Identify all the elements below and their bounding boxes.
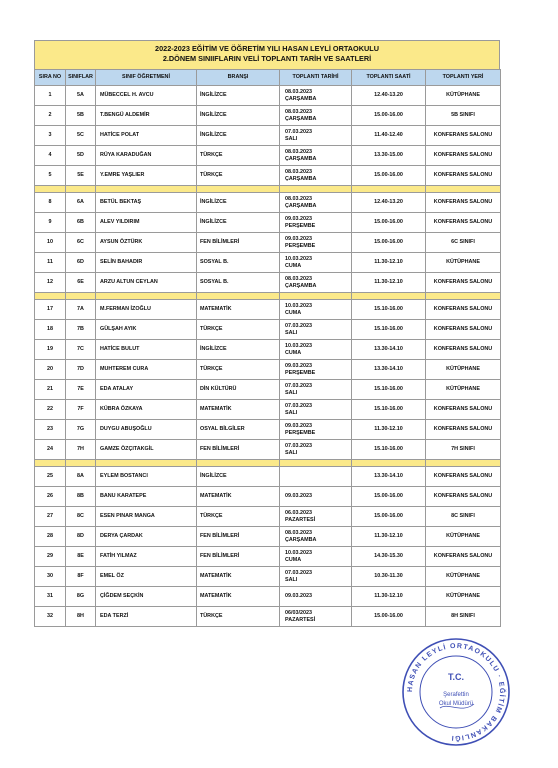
- cell-date: [280, 547, 352, 567]
- group-separator: [35, 186, 501, 193]
- date-value: 07.03.2023: [285, 443, 312, 450]
- day-value: PERŞEMBE: [285, 242, 316, 249]
- table-row: [35, 400, 501, 420]
- table-row: [35, 126, 501, 146]
- cell-branch: FEN BİLİMLERİ: [197, 233, 280, 253]
- day-value: CUMA: [285, 349, 302, 356]
- cell-class: 8A: [66, 467, 96, 487]
- cell-time: 15.00-16.00: [352, 213, 426, 233]
- date-value: 09.03.2023: [285, 363, 312, 370]
- table-row: [35, 253, 501, 273]
- cell-time: 12.40-13.20: [352, 86, 426, 106]
- date-value: 09.03.2023: [285, 423, 312, 430]
- cell-teacher: GAMZE ÖZÇITAKGİL: [96, 440, 197, 460]
- cell-time: 15.10-16.00: [352, 400, 426, 420]
- date-value: 09.03.2023: [285, 493, 312, 500]
- table-row: [35, 86, 501, 106]
- table-row: [35, 420, 501, 440]
- cell-class: 7D: [66, 360, 96, 380]
- cell-branch: İNGİLİZCE: [197, 467, 280, 487]
- cell-class: 6C: [66, 233, 96, 253]
- cell-class: 7A: [66, 300, 96, 320]
- cell-place: KÜTÜPHANE: [426, 86, 501, 106]
- table-row: [35, 273, 501, 293]
- cell-class: 7E: [66, 380, 96, 400]
- cell-branch: FEN BİLİMLERİ: [197, 547, 280, 567]
- cell-date: [280, 126, 352, 146]
- cell-place: 5B SINIFI: [426, 106, 501, 126]
- cell-date: [280, 360, 352, 380]
- cell-class: 8F: [66, 567, 96, 587]
- table-row: [35, 507, 501, 527]
- cell-no: 30: [35, 567, 66, 587]
- cell-no: 4: [35, 146, 66, 166]
- cell-class: 8G: [66, 587, 96, 607]
- date-value: 07.03.2023: [285, 403, 312, 410]
- day-value: ÇARŞAMBA: [285, 95, 317, 102]
- cell-time: 12.40-13.20: [352, 193, 426, 213]
- cell-no: 8: [35, 193, 66, 213]
- header-time: TOPLANTI SAATİ: [352, 70, 426, 86]
- cell-place: KÜTÜPHANE: [426, 527, 501, 547]
- cell-no: 24: [35, 440, 66, 460]
- cell-no: 19: [35, 340, 66, 360]
- cell-no: 32: [35, 607, 66, 627]
- cell-teacher: MUHTEREM CURA: [96, 360, 197, 380]
- school-stamp: [400, 636, 512, 748]
- cell-date: [280, 567, 352, 587]
- cell-time: 15.10-16.00: [352, 380, 426, 400]
- cell-class: 8C: [66, 507, 96, 527]
- cell-date: [280, 146, 352, 166]
- cell-date: [280, 527, 352, 547]
- table-row: [35, 547, 501, 567]
- cell-teacher: MÜBECCEL H. AVCU: [96, 86, 197, 106]
- cell-date: [280, 587, 352, 607]
- cell-place: KÜTÜPHANE: [426, 253, 501, 273]
- group-separator: [35, 293, 501, 300]
- date-value: 09.03.2023: [285, 216, 312, 223]
- cell-date: [280, 233, 352, 253]
- group-separator: [35, 460, 501, 467]
- cell-no: 18: [35, 320, 66, 340]
- cell-no: 22: [35, 400, 66, 420]
- date-value: 07.03.2023: [285, 570, 312, 577]
- cell-class: 7G: [66, 420, 96, 440]
- table-row: [35, 380, 501, 400]
- cell-no: 26: [35, 487, 66, 507]
- cell-branch: DİN KÜLTÜRÜ: [197, 380, 280, 400]
- cell-no: 29: [35, 547, 66, 567]
- cell-branch: MATEMATİK: [197, 487, 280, 507]
- table-row: [35, 146, 501, 166]
- day-value: PAZARTESİ: [285, 616, 316, 623]
- day-value: ÇARŞAMBA: [285, 155, 317, 162]
- cell-place: KONFERANS SALONU: [426, 420, 501, 440]
- cell-date: [280, 86, 352, 106]
- day-value: SALI: [285, 135, 298, 142]
- date-value: 10.03.2023: [285, 303, 312, 310]
- day-value: SALI: [285, 409, 298, 416]
- day-value: SALI: [285, 329, 298, 336]
- cell-place: KONFERANS SALONU: [426, 467, 501, 487]
- header-place: TOPLANTI YERİ: [426, 70, 501, 86]
- day-value: SALI: [285, 449, 298, 456]
- header-teacher: SINIF ÖĞRETMENİ: [96, 70, 197, 86]
- table-row: [35, 106, 501, 126]
- cell-place: KONFERANS SALONU: [426, 547, 501, 567]
- cell-place: KONFERANS SALONU: [426, 400, 501, 420]
- date-value: 08.03.2023: [285, 109, 312, 116]
- cell-place: 8H SINIFI: [426, 607, 501, 627]
- table-row: [35, 527, 501, 547]
- cell-class: 5C: [66, 126, 96, 146]
- day-value: SALI: [285, 576, 298, 583]
- day-value: CUMA: [285, 556, 302, 563]
- table-row: [35, 587, 501, 607]
- date-value: 10.03.2023: [285, 550, 312, 557]
- meeting-table: [34, 69, 501, 627]
- table-row: [35, 166, 501, 186]
- cell-branch: FEN BİLİMLERİ: [197, 527, 280, 547]
- cell-no: 3: [35, 126, 66, 146]
- cell-place: KÜTÜPHANE: [426, 360, 501, 380]
- cell-class: 5E: [66, 166, 96, 186]
- cell-no: 27: [35, 507, 66, 527]
- cell-teacher: KÜBRA ÖZKAYA: [96, 400, 197, 420]
- cell-date: [280, 320, 352, 340]
- cell-class: 7F: [66, 400, 96, 420]
- cell-class: 8D: [66, 527, 96, 547]
- table-row: [35, 487, 501, 507]
- cell-no: 1: [35, 86, 66, 106]
- date-value: 08.03.2023: [285, 196, 312, 203]
- cell-branch: SOSYAL B.: [197, 273, 280, 293]
- cell-place: KONFERANS SALONU: [426, 146, 501, 166]
- date-value: 06.03.2023: [285, 510, 312, 517]
- cell-class: 6A: [66, 193, 96, 213]
- day-value: ÇARŞAMBA: [285, 536, 317, 543]
- day-value: ÇARŞAMBA: [285, 202, 317, 209]
- table-row: [35, 360, 501, 380]
- date-value: 07.03.2023: [285, 323, 312, 330]
- cell-no: 28: [35, 527, 66, 547]
- cell-time: 15.10-16.00: [352, 440, 426, 460]
- cell-place: KONFERANS SALONU: [426, 487, 501, 507]
- cell-no: 31: [35, 587, 66, 607]
- cell-no: 11: [35, 253, 66, 273]
- cell-branch: TÜRKÇE: [197, 360, 280, 380]
- cell-date: [280, 273, 352, 293]
- cell-class: 7H: [66, 440, 96, 460]
- cell-place: KONFERANS SALONU: [426, 126, 501, 146]
- cell-class: 8B: [66, 487, 96, 507]
- cell-teacher: ESEN PINAR MANGA: [96, 507, 197, 527]
- date-value: 09.03.2023: [285, 593, 312, 600]
- cell-date: [280, 607, 352, 627]
- cell-teacher: ÇİĞDEM SEÇKİN: [96, 587, 197, 607]
- cell-time: 15.00-16.00: [352, 607, 426, 627]
- cell-teacher: BANU KARATEPE: [96, 487, 197, 507]
- cell-teacher: HATİCE POLAT: [96, 126, 197, 146]
- cell-branch: İNGİLİZCE: [197, 86, 280, 106]
- cell-date: [280, 166, 352, 186]
- cell-teacher: RÜYA KARADUĞAN: [96, 146, 197, 166]
- cell-time: 11.30-12.10: [352, 527, 426, 547]
- cell-class: 6E: [66, 273, 96, 293]
- cell-place: KÜTÜPHANE: [426, 587, 501, 607]
- cell-branch: SOSYAL B.: [197, 253, 280, 273]
- table-row: [35, 467, 501, 487]
- cell-no: 9: [35, 213, 66, 233]
- cell-date: [280, 340, 352, 360]
- cell-no: 17: [35, 300, 66, 320]
- stamp-center-text: T.C.: [447, 672, 465, 682]
- cell-class: 6D: [66, 253, 96, 273]
- cell-teacher: ARZU ALTUN CEYLAN: [96, 273, 197, 293]
- cell-date: [280, 487, 352, 507]
- cell-branch: TÜRKÇE: [197, 166, 280, 186]
- date-value: 10.03.2023: [285, 256, 312, 263]
- cell-class: 5B: [66, 106, 96, 126]
- header-date: TOPLANTI TARİHİ: [280, 70, 352, 86]
- document-title: [34, 40, 500, 69]
- cell-teacher: DERYA ÇARDAK: [96, 527, 197, 547]
- header-no: SIRA NO: [35, 70, 66, 86]
- table-header-row: [35, 70, 501, 86]
- cell-teacher: ALEV YILDIRIM: [96, 213, 197, 233]
- day-value: PERŞEMBE: [285, 429, 316, 436]
- cell-teacher: Y.EMRE YAŞLIER: [96, 166, 197, 186]
- cell-teacher: FATİH YILMAZ: [96, 547, 197, 567]
- date-value: 07.03.2023: [285, 383, 312, 390]
- cell-time: 10.30-11.30: [352, 567, 426, 587]
- day-value: ÇARŞAMBA: [285, 175, 317, 182]
- date-value: 10.03.2023: [285, 343, 312, 350]
- date-value: 08.03.2023: [285, 89, 312, 96]
- day-value: PERŞEMBE: [285, 369, 316, 376]
- day-value: CUMA: [285, 262, 302, 269]
- table-row: [35, 607, 501, 627]
- cell-place: 7H SINIFI: [426, 440, 501, 460]
- cell-date: [280, 253, 352, 273]
- cell-place: 6C SINIFI: [426, 233, 501, 253]
- cell-time: 13.30-14.10: [352, 340, 426, 360]
- cell-teacher: AYSUN ÖZTÜRK: [96, 233, 197, 253]
- date-value: 08.03.2023: [285, 276, 312, 283]
- date-value: 07.03.2023: [285, 129, 312, 136]
- cell-date: [280, 507, 352, 527]
- cell-branch: OSYAL BİLGİLER: [197, 420, 280, 440]
- cell-class: 5D: [66, 146, 96, 166]
- day-value: PERŞEMBE: [285, 222, 316, 229]
- date-value: 09.03.2023: [285, 236, 312, 243]
- cell-place: KONFERANS SALONU: [426, 320, 501, 340]
- title-line-1: 2022-2023 EĞİTİM VE ÖĞRETİM YILI HASAN LEYLİ ORTAOKULU: [155, 44, 379, 53]
- cell-branch: TÜRKÇE: [197, 507, 280, 527]
- table-row: [35, 300, 501, 320]
- table-row: [35, 320, 501, 340]
- cell-branch: İNGİLİZCE: [197, 126, 280, 146]
- cell-teacher: DUYGU ABUŞOĞLU: [96, 420, 197, 440]
- stamp-role: Okul Müdürü: [438, 701, 474, 707]
- cell-teacher: SELİN BAHADIR: [96, 253, 197, 273]
- date-value: 08.03.2023: [285, 530, 312, 537]
- cell-branch: İNGİLİZCE: [197, 106, 280, 126]
- cell-time: 11.40-12.40: [352, 126, 426, 146]
- cell-branch: İNGİLİZCE: [197, 193, 280, 213]
- date-value: 06/03/2023: [285, 610, 312, 617]
- cell-no: 21: [35, 380, 66, 400]
- cell-class: 7B: [66, 320, 96, 340]
- date-value: 08.03.2023: [285, 149, 312, 156]
- cell-place: KONFERANS SALONU: [426, 273, 501, 293]
- cell-date: [280, 193, 352, 213]
- cell-time: 14.30-15.30: [352, 547, 426, 567]
- table-row: [35, 567, 501, 587]
- cell-no: 5: [35, 166, 66, 186]
- cell-time: 13.30-14.10: [352, 467, 426, 487]
- header-branch: BRANŞI: [197, 70, 280, 86]
- schedule-sheet: [34, 40, 500, 627]
- cell-branch: TÜRKÇE: [197, 320, 280, 340]
- cell-no: 2: [35, 106, 66, 126]
- cell-time: 15.00-16.00: [352, 487, 426, 507]
- cell-branch: MATEMATİK: [197, 567, 280, 587]
- cell-no: 25: [35, 467, 66, 487]
- cell-class: 8H: [66, 607, 96, 627]
- cell-class: 6B: [66, 213, 96, 233]
- table-row: [35, 440, 501, 460]
- day-value: ÇARŞAMBA: [285, 115, 317, 122]
- cell-place: KONFERANS SALONU: [426, 193, 501, 213]
- cell-time: 11.30-12.10: [352, 273, 426, 293]
- table-row: [35, 193, 501, 213]
- stamp-ring-text: HASAN LEYLİ ORTAOKULU · EĞİTİM BAKANLIĞI: [406, 642, 506, 742]
- cell-time: 15.00-16.00: [352, 233, 426, 253]
- cell-date: [280, 380, 352, 400]
- cell-branch: İNGİLİZCE: [197, 213, 280, 233]
- cell-branch: MATEMATİK: [197, 300, 280, 320]
- cell-class: 8E: [66, 547, 96, 567]
- cell-no: 20: [35, 360, 66, 380]
- cell-time: 15.10-16.00: [352, 300, 426, 320]
- cell-branch: MATEMATİK: [197, 400, 280, 420]
- cell-date: [280, 440, 352, 460]
- cell-place: KÜTÜPHANE: [426, 380, 501, 400]
- table-row: [35, 233, 501, 253]
- cell-teacher: EYLEM BOSTANCI: [96, 467, 197, 487]
- cell-time: 15.00-16.00: [352, 106, 426, 126]
- cell-teacher: T.BENGÜ ALDEMİR: [96, 106, 197, 126]
- header-class: SINIFLAR: [66, 70, 96, 86]
- cell-teacher: M.FERMAN İZOĞLU: [96, 300, 197, 320]
- cell-time: 11.30-12.10: [352, 253, 426, 273]
- cell-no: 12: [35, 273, 66, 293]
- cell-date: [280, 213, 352, 233]
- cell-teacher: GÜLŞAH AYIK: [96, 320, 197, 340]
- cell-no: 10: [35, 233, 66, 253]
- cell-date: [280, 106, 352, 126]
- cell-time: 13.30-15.00: [352, 146, 426, 166]
- title-line-2: 2.DÖNEM SINIIFLARIN VELİ TOPLANTI TARİH VE SAATLERİ: [162, 54, 372, 63]
- cell-branch: TÜRKÇE: [197, 146, 280, 166]
- day-value: ÇARŞAMBA: [285, 282, 317, 289]
- cell-place: KONFERANS SALONU: [426, 300, 501, 320]
- cell-teacher: EDA ATALAY: [96, 380, 197, 400]
- day-value: CUMA: [285, 309, 302, 316]
- cell-teacher: EMEL ÖZ: [96, 567, 197, 587]
- stamp-name: Şerafettin: [443, 692, 469, 698]
- cell-teacher: BETÜL BEKTAŞ: [96, 193, 197, 213]
- cell-class: 5A: [66, 86, 96, 106]
- date-value: 08.03.2023: [285, 169, 312, 176]
- cell-branch: FEN BİLİMLERİ: [197, 440, 280, 460]
- cell-date: [280, 400, 352, 420]
- cell-time: 15.00-16.00: [352, 507, 426, 527]
- cell-place: KÜTÜPHANE: [426, 567, 501, 587]
- cell-place: 8C SINIFI: [426, 507, 501, 527]
- cell-branch: MATEMATİK: [197, 587, 280, 607]
- cell-teacher: EDA TERZİ: [96, 607, 197, 627]
- cell-time: 13.30-14.10: [352, 360, 426, 380]
- cell-place: KONFERANS SALONU: [426, 213, 501, 233]
- cell-time: 15.10-16.00: [352, 320, 426, 340]
- cell-date: [280, 300, 352, 320]
- table-row: [35, 213, 501, 233]
- cell-no: 23: [35, 420, 66, 440]
- day-value: SALI: [285, 389, 298, 396]
- cell-teacher: HATİCE BULUT: [96, 340, 197, 360]
- table-row: [35, 340, 501, 360]
- cell-branch: İNGİLİZCE: [197, 340, 280, 360]
- cell-place: KONFERANS SALONU: [426, 340, 501, 360]
- cell-time: 11.30-12.10: [352, 420, 426, 440]
- cell-branch: TÜRKÇE: [197, 607, 280, 627]
- cell-class: 7C: [66, 340, 96, 360]
- day-value: PAZARTESİ: [285, 516, 316, 523]
- cell-place: KONFERANS SALONU: [426, 166, 501, 186]
- cell-time: 11.30-12.10: [352, 587, 426, 607]
- cell-date: [280, 467, 352, 487]
- cell-date: [280, 420, 352, 440]
- cell-time: 15.00-16.00: [352, 166, 426, 186]
